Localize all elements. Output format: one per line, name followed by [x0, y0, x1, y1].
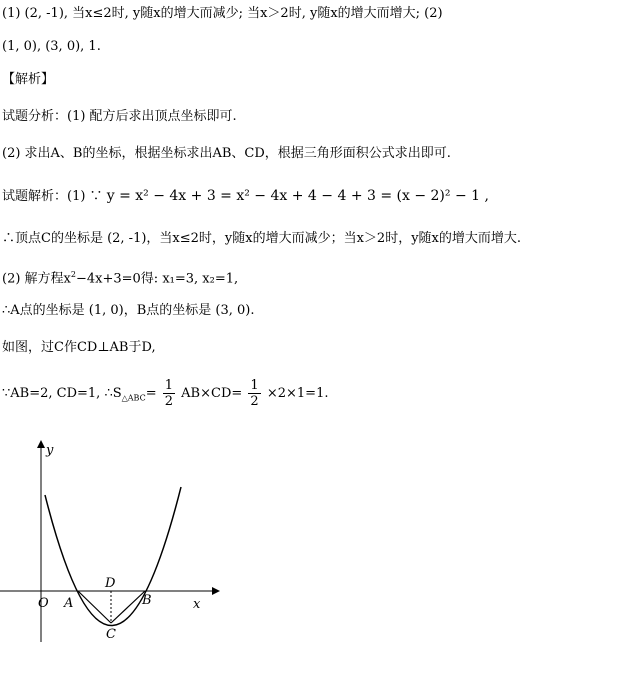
area-prefix: ∵AB=2, CD=1, ∴S: [2, 386, 122, 401]
fraction-2-denominator: 2: [250, 394, 259, 409]
eq2-suffix: −4x+3=0得: x₁=3, x₂=1,: [75, 271, 239, 287]
equation-line: [2, 267, 238, 287]
point-c-label: C: [106, 627, 116, 642]
solution-prefix: 试题解析：(1) ∵: [2, 189, 103, 204]
fraction-1-numerator: 1: [164, 378, 174, 393]
fraction-half-1: [163, 378, 175, 409]
analysis-line-1: 试题分析：(1) 配方后求出顶点坐标即可.: [2, 109, 237, 124]
fraction-1-denominator: 2: [164, 394, 174, 409]
parabola-graph: [0, 430, 230, 660]
eq2-prefix: (2) 解方程x: [2, 271, 71, 287]
point-b-label: B: [142, 593, 152, 608]
fraction-2-numerator: 1: [250, 378, 259, 393]
solution-line-1: [2, 188, 489, 205]
construct-line: 如图，过C作CD⊥AB于D,: [2, 340, 156, 355]
solution-equation: y = x² − 4x + 3 = x² − 4x + 4 − 4 + 3 = (x − 2)² − 1 ,: [106, 188, 489, 204]
fraction-half-2: [248, 378, 260, 409]
y-axis-label: y: [46, 443, 54, 458]
eq2-sup: 2: [70, 270, 76, 279]
area-mid: AB×CD=: [181, 386, 243, 401]
area-sub: △ABC: [121, 393, 146, 403]
segment-ac: [78, 591, 111, 623]
x-axis-label: x: [193, 597, 201, 612]
area-end: ×2×1=1.: [266, 386, 329, 401]
analysis-header: 【解析】: [2, 72, 55, 87]
points-line: ∴A点的坐标是 (1, 0)，B点的坐标是 (3, 0).: [2, 303, 255, 318]
area-eq: =: [145, 386, 157, 401]
analysis-line-2: (2) 求出A、B的坐标，根据坐标求出AB、CD，根据三角形面积公式求出即可.: [2, 146, 451, 161]
answer-line-1: (1) (2, -1), 当x≤2时, y随x的增大而减少; 当x＞2时, y随x的增大而增大; (2): [2, 6, 443, 21]
area-line: [2, 377, 328, 416]
origin-label: O: [38, 596, 49, 611]
vertex-line: ∴顶点C的坐标是 (2, -1)，当x≤2时，y随x的增大而减少；当x＞2时，y随x的增大而增大.: [2, 231, 522, 246]
point-a-label: A: [64, 596, 74, 611]
answer-line-2: (1, 0), (3, 0), 1.: [2, 39, 101, 54]
point-d-label: D: [105, 576, 116, 591]
